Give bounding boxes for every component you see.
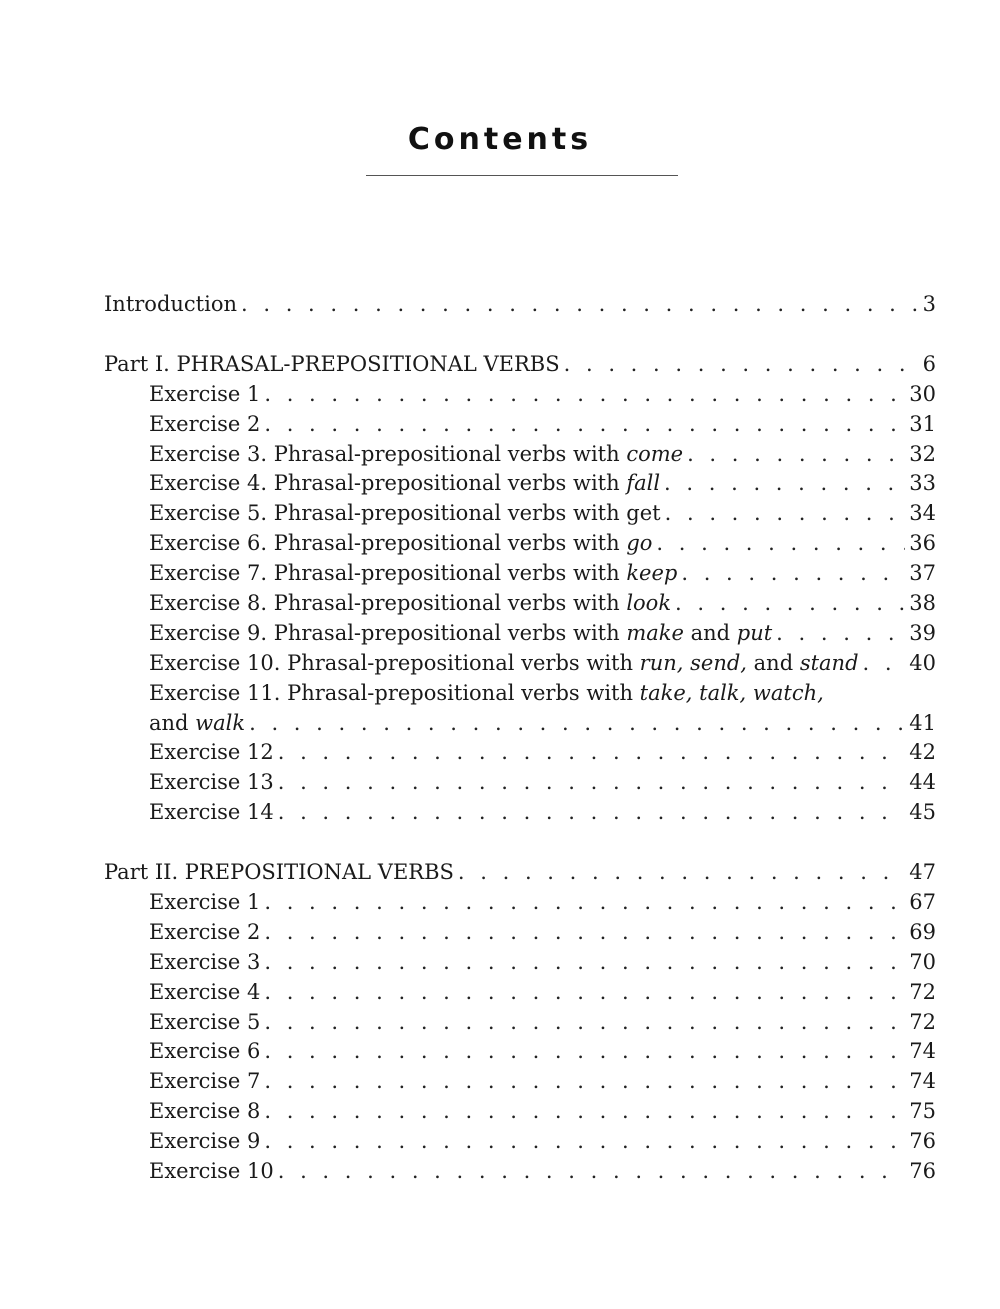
toc-entry-exercise[interactable] [104, 1157, 936, 1187]
toc-entry-introduction[interactable] [104, 290, 936, 320]
toc-entry-label: Part I. PHRASAL-PREPOSITIONAL VERBS [104, 351, 560, 376]
toc-entry-label: Exercise 9. Phrasal-prepositional verbs with make and put [149, 620, 773, 645]
toc-page-number: 39 [909, 620, 936, 645]
toc-page-number: 41 [909, 710, 936, 735]
toc-page-number: 74 [909, 1069, 936, 1094]
title-underline [366, 175, 678, 176]
toc-entry-exercise[interactable] [104, 798, 936, 828]
toc-entry-label: and walk [149, 710, 246, 735]
toc-page-number: 74 [909, 1039, 936, 1064]
toc-entry-exercise[interactable] [104, 738, 936, 768]
toc-entry-exercise[interactable] [104, 1067, 936, 1097]
toc-entry-exercise[interactable] [104, 589, 936, 619]
toc-entry-exercise[interactable] [104, 1097, 936, 1127]
dot-leader [681, 559, 905, 589]
toc-page-number: 76 [909, 1129, 936, 1154]
toc-entry-exercise[interactable] [104, 649, 936, 679]
dot-leader [264, 1008, 905, 1038]
toc-page-number: 38 [909, 591, 936, 616]
toc-entry-label: Exercise 2 [149, 411, 261, 436]
dot-leader [249, 709, 905, 739]
toc-entry-exercise[interactable] [104, 469, 936, 499]
toc-entry-part2[interactable] [104, 858, 936, 888]
toc-entry-exercise-line1[interactable]: Exercise 11. Phrasal-prepositional verbs with take, talk, watch, [149, 680, 824, 705]
toc-page-number: 47 [909, 860, 936, 885]
dot-leader [458, 858, 905, 888]
dot-leader [863, 649, 906, 679]
dot-leader [278, 1157, 906, 1187]
dot-leader [241, 290, 919, 320]
toc-entry-label: Exercise 3 [149, 949, 261, 974]
toc-entry-label: Exercise 1 [149, 890, 261, 915]
table-of-contents [104, 290, 936, 1187]
dot-leader [564, 350, 919, 380]
toc-page-number: 33 [909, 471, 936, 496]
toc-entry-exercise[interactable] [104, 380, 936, 410]
toc-page-number: 40 [909, 650, 936, 675]
toc-page-number: 32 [909, 441, 936, 466]
toc-page-number: 42 [909, 740, 936, 765]
dot-leader [264, 948, 905, 978]
toc-entry-label: Exercise 7 [149, 1069, 261, 1094]
toc-entry-exercise[interactable] [104, 978, 936, 1008]
dot-leader [264, 1127, 905, 1157]
toc-entry-label: Exercise 9 [149, 1129, 261, 1154]
dot-leader [264, 410, 905, 440]
dot-leader [264, 380, 905, 410]
dot-leader [687, 440, 905, 470]
toc-page-number: 70 [909, 949, 936, 974]
dot-leader [665, 499, 906, 529]
dot-leader [264, 1037, 905, 1067]
page-title: Contents [407, 122, 593, 157]
toc-entry-label: Exercise 2 [149, 919, 261, 944]
toc-entry-label: Exercise 7. Phrasal-prepositional verbs with keep [149, 561, 678, 586]
toc-entry-label: Exercise 5 [149, 1009, 261, 1034]
dot-leader [656, 529, 905, 559]
toc-entry-exercise[interactable] [104, 499, 936, 529]
toc-page-number: 34 [909, 501, 936, 526]
toc-entry-label: Exercise 14 [149, 800, 274, 825]
toc-entry-label: Exercise 13 [149, 770, 274, 795]
toc-page-number: 76 [909, 1159, 936, 1184]
dot-leader [264, 1067, 905, 1097]
toc-entry-exercise[interactable] [104, 1127, 936, 1157]
toc-entry-exercise[interactable] [104, 1037, 936, 1067]
toc-page-number: 44 [909, 770, 936, 795]
toc-page-number: 36 [909, 531, 936, 556]
toc-entry-exercise[interactable] [104, 1008, 936, 1038]
toc-entry-label: Exercise 1 [149, 381, 261, 406]
dot-leader [664, 469, 905, 499]
toc-entry-label: Exercise 4 [149, 979, 261, 1004]
dot-leader [278, 768, 906, 798]
toc-entry-label: Exercise 10. Phrasal-prepositional verbs with run, send, and stand [149, 650, 859, 675]
dot-leader [264, 978, 905, 1008]
dot-leader [675, 589, 905, 619]
toc-page-number: 72 [909, 1009, 936, 1034]
toc-entry-exercise[interactable] [104, 948, 936, 978]
toc-entry-exercise[interactable] [104, 410, 936, 440]
toc-page-number: 45 [909, 800, 936, 825]
toc-entry-exercise[interactable] [104, 888, 936, 918]
toc-entry-label: Introduction [104, 292, 237, 316]
toc-entry-label: Exercise 6. Phrasal-prepositional verbs with go [149, 531, 653, 556]
dot-leader [278, 798, 906, 828]
dot-leader [264, 888, 905, 918]
toc-entry-part1[interactable] [104, 350, 936, 380]
toc-page-number: 75 [909, 1099, 936, 1124]
dot-leader [264, 918, 905, 948]
section-gap [104, 320, 936, 350]
toc-entry-exercise[interactable] [104, 529, 936, 559]
toc-page-number: 67 [909, 890, 936, 915]
toc-entry-label: Exercise 8. Phrasal-prepositional verbs with look [149, 591, 672, 616]
toc-entry-label: Exercise 8 [149, 1099, 261, 1124]
toc-entry-label: Exercise 6 [149, 1039, 261, 1064]
toc-entry-label: Exercise 12 [149, 740, 274, 765]
toc-page-number: 72 [909, 979, 936, 1004]
toc-entry-exercise[interactable] [104, 440, 936, 470]
toc-page-number: 3 [922, 292, 936, 316]
dot-leader [278, 738, 906, 768]
toc-page-number: 69 [909, 919, 936, 944]
section-gap [104, 828, 936, 858]
toc-page-number: 31 [909, 411, 936, 436]
toc-entry-exercise[interactable] [104, 918, 936, 948]
toc-entry-label: Exercise 3. Phrasal-prepositional verbs with come [149, 441, 684, 466]
dot-leader [264, 1097, 905, 1127]
toc-page-number: 6 [922, 351, 936, 376]
toc-page-number: 30 [909, 381, 936, 406]
toc-entry-exercise[interactable] [104, 768, 936, 798]
toc-entry-exercise[interactable] [104, 619, 936, 649]
toc-entry-label: Exercise 10 [149, 1159, 274, 1184]
toc-entry-label: Exercise 5. Phrasal-prepositional verbs with get [149, 501, 661, 526]
toc-entry-label: Part II. PREPOSITIONAL VERBS [104, 860, 454, 885]
toc-entry-exercise-line2[interactable] [104, 709, 936, 739]
toc-page-number: 37 [909, 561, 936, 586]
toc-entry-label: Exercise 4. Phrasal-prepositional verbs with fall [149, 471, 661, 496]
dot-leader [776, 619, 905, 649]
toc-entry-exercise[interactable] [104, 559, 936, 589]
